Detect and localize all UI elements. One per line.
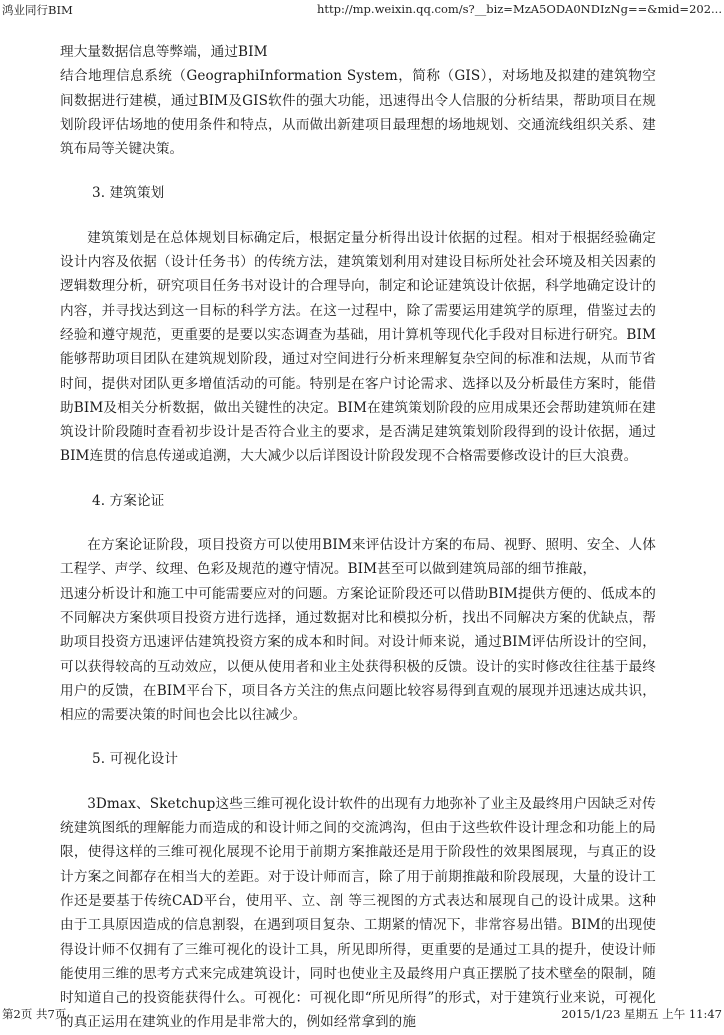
paragraph-architectural-planning: 建筑策划是在总体规划目标确定后，根据定量分析得出设计依据的过程。相对于根据经验确定设计内容及依据（设计任务书）的传统方法，建筑策划利用对建设目标所处社会环境及相关因素的逻辑数理分析，研究项目任务书对设计的合理导向，制定和论证建筑设计依据，科学地确定设计的内容，并寻找达到这一目标的科学方法。在这一过程中，除了需要运用建筑学的原理，借鉴过去的经验和遵守规范，更重要的是要以实态调查为基础，用计算机等现代化手段对目标进行研究。BIM能够帮助项目团队在建筑规划阶段，通过对空间进行分析来理解复杂空间的标准和法规，从而节省时间，提供对团队更多增值活动的可能。特别是在客户讨论需求、选择以及分析最佳方案时，能借助BIM及相关分析数据，做出关键性的决定。BIM在建筑策划阶段的应用成果还会帮助建筑师在建筑设计阶段随时查看初步设计是否符合业主的要求，是否满足建筑策划阶段得到的设计依据，通过BIM连贯的信息传递或追溯，大大减少以后详图设计阶段发现不合格需要修改设计的巨大浪费。 [60,229,656,465]
paragraph-gis: 结合地理信息系统（GeographiInformation System，简称（GIS），对场地及拟建的建筑物空间数据进行建模，通过BIM及GIS软件的强大功能，迅速得出令人信服的分析结果，帮助项目在规划阶段评估场地的使用条件和特点，从而做出新建项目最理想的场地规划、交通流线组织关系、建筑布局等关键决策。 [60,68,656,158]
print-timestamp: 2015/1/23 星期五 上午 11:47 [561,1007,722,1021]
paragraph-scheme-evaluation-a: 在方案论证阶段，项目投资方可以使用BIM来评估设计方案的布局、视野、照明、安全、人体工程学、声学、纹理、色彩及规范的遵守情况。BIM甚至可以做到建筑局部的细节推敲， [60,537,656,578]
section-heading-architectural-planning: 3. 建筑策划 [92,185,165,202]
article-body [60,40,656,1035]
paragraph-fragment: 理大量数据信息等弊端，通过BIM [60,44,268,60]
section-heading-scheme-evaluation: 4. 方案论证 [92,492,165,509]
header-url: http://mp.weixin.qq.com/s?__biz=MzA5ODA0NDIzNg==&mid=202... [317,2,722,16]
page-footer [0,1004,724,1024]
section-heading-visual-design: 5. 可视化设计 [92,751,179,768]
paragraph-scheme-evaluation-b: 迅速分析设计和施工中可能需要应对的问题。方案论证阶段还可以借助BIM提供方便的、低成本的不同解决方案供项目投资方进行选择，通过数据对比和模拟分析，找出不同解决方案的优缺点，帮助项目投资方迅速评估建筑投资方案的成本和时间。对设计师来说，通过BIM评估所设计的空间，可以获得较高的互动效应，以便从使用者和业主处获得积极的反馈。设计的实时修改往往基于最终用户的反馈，在BIM平台下，项目各方关注的焦点问题比较容易得到直观的展现并迅速达成共识，相应的需要决策的时间也会比以往减少。 [60,585,656,724]
paragraph-visual-design: 3Dmax、Sketchup这些三维可视化设计软件的出现有力地弥补了业主及最终用户因缺乏对传统建筑图纸的理解能力而造成的和设计师之间的交流鸿沟，但由于这些软件设计理念和功能上的局限，使得这样的三维可视化展现不论用于前期方案推敲还是用于阶段性的效果图展现，与真正的设计方案之间都存在相当大的差距。对于设计师而言，除了用于前期推敲和阶段展现，大量的设计工作还是要基于传统CAD平台，使用平、立、剖 等三视图的方式表达和展现自己的设计成果。这种由于工具原因造成的信息割裂，在遇到项目复杂、工期紧的情况下，非常容易出错。BIM的出现使得设计师不仅拥有了三维可视化的设计工具，所见即所得，更重要的是通过工具的提升，使设计师能使用三维的思考方式来完成建筑设计，同时也使业主及最终用户真正摆脱了技术壁垒的限制，随时知道自己的投资能获得什么。可视化：可视化即“所见所得”的形式，对于建筑行业来说，可视化的真正运用在建筑业的作用是非常大的，例如经常拿到的施 [60,795,656,1031]
header-title: 鸿业同行BIM [2,3,73,17]
page-counter: 第2页 共7页 [2,1007,67,1021]
page-header [0,0,724,20]
